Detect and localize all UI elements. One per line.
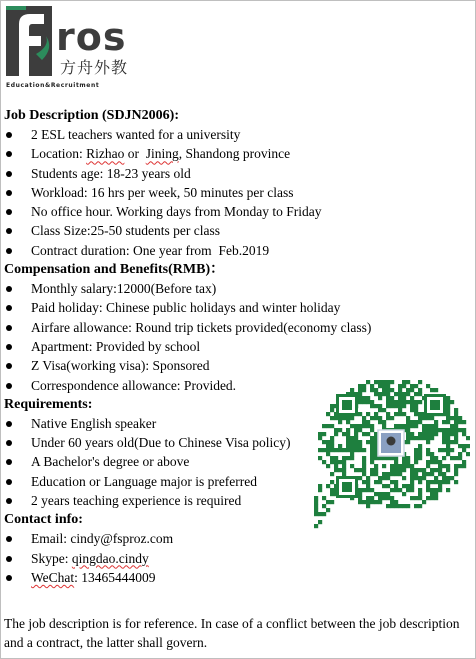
fsproz-logo (6, 6, 136, 90)
list-item: No office hour. Working days from Monday to Friday (4, 202, 474, 221)
wechat-qr-code-icon (306, 372, 470, 536)
bullet-icon (6, 305, 12, 311)
bullet-icon (6, 286, 12, 292)
bullet-icon (6, 132, 12, 138)
list-item: Correspondence allowance: Provided. (4, 376, 474, 395)
list-item: Contract duration: One year from Feb.2019 (4, 241, 474, 260)
bullet-icon (6, 459, 12, 465)
job-description-heading: Job Description (SDJN2006): (4, 108, 179, 123)
list-item: Apartment: Provided by school (4, 337, 474, 356)
contact-wechat: WeChat: 13465444009 (4, 568, 474, 587)
list-item: Paid holiday: Chinese public holidays and winter holiday (4, 298, 474, 317)
bullet-icon (6, 575, 12, 581)
logo-word: ros (56, 15, 127, 59)
logo-tagline: Education&Recruitment (6, 82, 100, 89)
bullet-icon (6, 248, 12, 254)
list-item: Class Size:25-50 students per class (4, 221, 474, 240)
contact-skype[interactable]: Skype: qingdao.cindy (4, 549, 474, 568)
contact-heading: Contact info: (4, 512, 83, 528)
job-description-list (4, 125, 474, 260)
requirements-heading: Requirements: (4, 396, 93, 412)
bullet-icon (6, 344, 12, 350)
compensation-heading: Compensation and Benefits(RMB)： (4, 262, 225, 278)
list-item: A Bachelor's degree or above (4, 452, 474, 471)
bullet-icon (6, 363, 12, 369)
list-item: Students age: 18-23 years old (4, 164, 474, 183)
bullet-icon (6, 325, 12, 331)
list-item: 2 years teaching experience is required (4, 491, 474, 510)
bullet-icon (6, 171, 12, 177)
logo-chinese-name: 方舟外教 (60, 58, 129, 77)
list-item: Workload: 16 hrs per week, 50 minutes per class (4, 183, 474, 202)
list-item: Z Visa(working visa): Sponsored (4, 356, 474, 375)
logo-mark-icon (6, 6, 54, 78)
list-item: Monthly salary:12000(Before tax) (4, 279, 474, 298)
bullet-icon (6, 498, 12, 504)
bullet-icon (6, 190, 12, 196)
bullet-icon (6, 440, 12, 446)
bullet-icon (6, 209, 12, 215)
contact-email[interactable]: Email: cindy@fsproz.com (4, 529, 474, 548)
bullet-icon (6, 556, 12, 562)
list-item: 2 ESL teachers wanted for a university (4, 125, 474, 144)
disclaimer-text: The job description is for reference. In case of a conflict between the job description and a contract, the latter shall govern. (4, 616, 460, 650)
list-item: Under 60 years old(Due to Chinese Visa policy) (4, 433, 474, 452)
bullet-icon (6, 536, 12, 542)
bullet-icon (6, 228, 12, 234)
bullet-icon (6, 151, 12, 157)
contact-list (4, 529, 474, 587)
list-item: Location: Rizhao or Jining, Shandong province (4, 144, 474, 163)
job-description-section (4, 106, 474, 260)
bullet-icon (6, 383, 12, 389)
bullet-icon (6, 421, 12, 427)
list-item: Airfare allowance: Round trip tickets provided(economy class) (4, 318, 474, 337)
list-item: Native English speaker (4, 414, 474, 433)
list-item: Education or Language major is preferred (4, 472, 474, 491)
bullet-icon (6, 479, 12, 485)
